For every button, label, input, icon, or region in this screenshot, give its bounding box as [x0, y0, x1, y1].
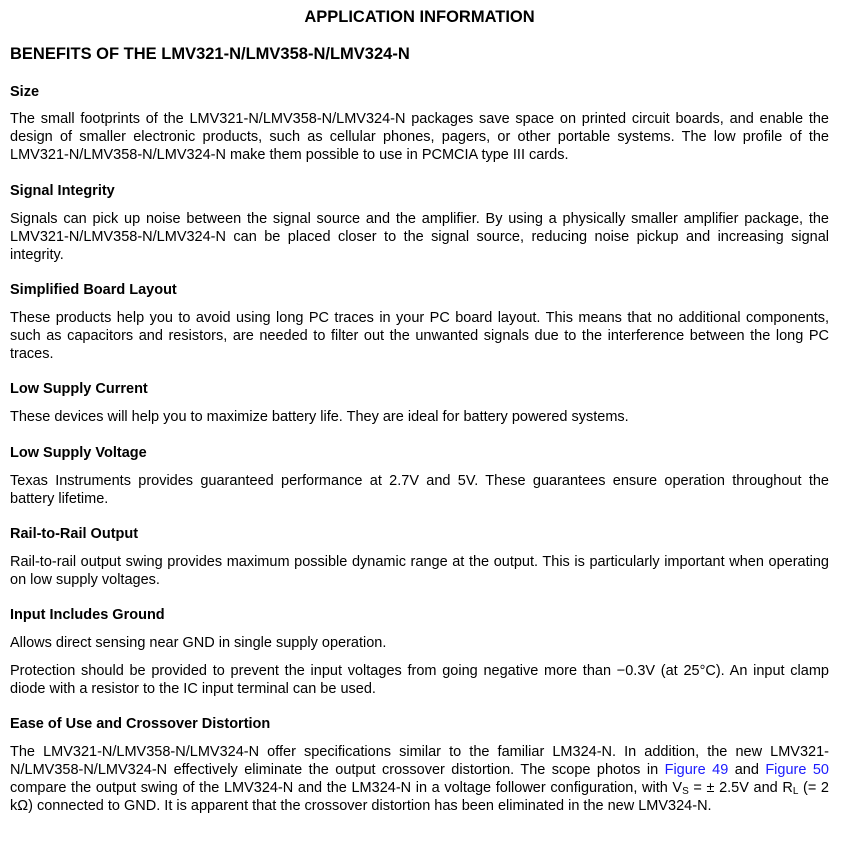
- paragraph-input-ground-2: Protection should be provided to prevent the input voltages from going negative more than −0.3V (at 25°C). An input clamp diode with a resistor to the IC input terminal can be used.: [10, 663, 829, 697]
- subheading-size: Size: [10, 84, 40, 100]
- paragraph-supply-voltage: Texas Instruments provides guaranteed performance at 2.7V and 5V. These guarantees ensure operation throughout the battery lifetime.: [10, 473, 829, 507]
- paragraph-input-ground-1: Allows direct sensing near GND in single supply operation.: [10, 635, 387, 651]
- subheading-crossover: Ease of Use and Crossover Distortion: [10, 716, 271, 732]
- figure-49-link[interactable]: Figure 49: [664, 762, 729, 778]
- paragraph-size: The small footprints of the LMV321-N/LMV358-N/LMV324-N packages save space on printed circuit boards, and enable the design of smaller electronic products, such as cellular phones, pagers, or other portable systems. The low profile of the LMV321-N/LMV358-N/LMV324-N make them possible to use in PCMCIA type III cards.: [10, 111, 829, 163]
- paragraph-crossover: The LMV321-N/LMV358-N/LMV324-N offer specifications similar to the familiar LM324-N. In addition, the new LMV321-N/LMV358-N/LMV324-N effectively eliminate the output crossover distortion. The scope photos in Figure 49 and Figure 50 compare the output swing of the LMV324-N and the LM324-N in a voltage follower configuration, with $V_S$ = ± 2.5V and $R_L$ (= 2 kΩ) connected to GND. It is apparent that the crossover distortion has been eliminated in the new LMV324-N.: [10, 744, 829, 814]
- subheading-rail-to-rail: Rail-to-Rail Output: [10, 526, 139, 542]
- subheading-supply-current: Low Supply Current: [10, 381, 148, 397]
- subheading-input-ground: Input Includes Ground: [10, 607, 165, 623]
- paragraph-rail-to-rail: Rail-to-rail output swing provides maximum possible dynamic range at the output. This is particularly important when operating on low supply voltages.: [10, 554, 829, 588]
- paragraph-board-layout: These products help you to avoid using long PC traces in your PC board layout. This means that no additional components, such as capacitors and resistors, are needed to filter out the unwanted signals due to the interference between the long PC traces.: [10, 310, 829, 362]
- paragraph-supply-current: These devices will help you to maximize battery life. They are ideal for battery powered systems.: [10, 409, 629, 425]
- subheading-signal-integrity: Signal Integrity: [10, 183, 115, 199]
- section-heading: BENEFITS OF THE LMV321-N/LMV358-N/LMV324-N: [10, 45, 410, 63]
- subheading-supply-voltage: Low Supply Voltage: [10, 445, 147, 461]
- page-title: APPLICATION INFORMATION: [304, 8, 535, 26]
- subheading-board-layout: Simplified Board Layout: [10, 282, 177, 298]
- paragraph-signal-integrity: Signals can pick up noise between the signal source and the amplifier. By using a physically smaller amplifier package, the LMV321-N/LMV358-N/LMV324-N can be placed closer to the signal source, reducing noise pickup and increasing signal integrity.: [10, 211, 829, 263]
- figure-50-link[interactable]: Figure 50: [765, 762, 829, 778]
